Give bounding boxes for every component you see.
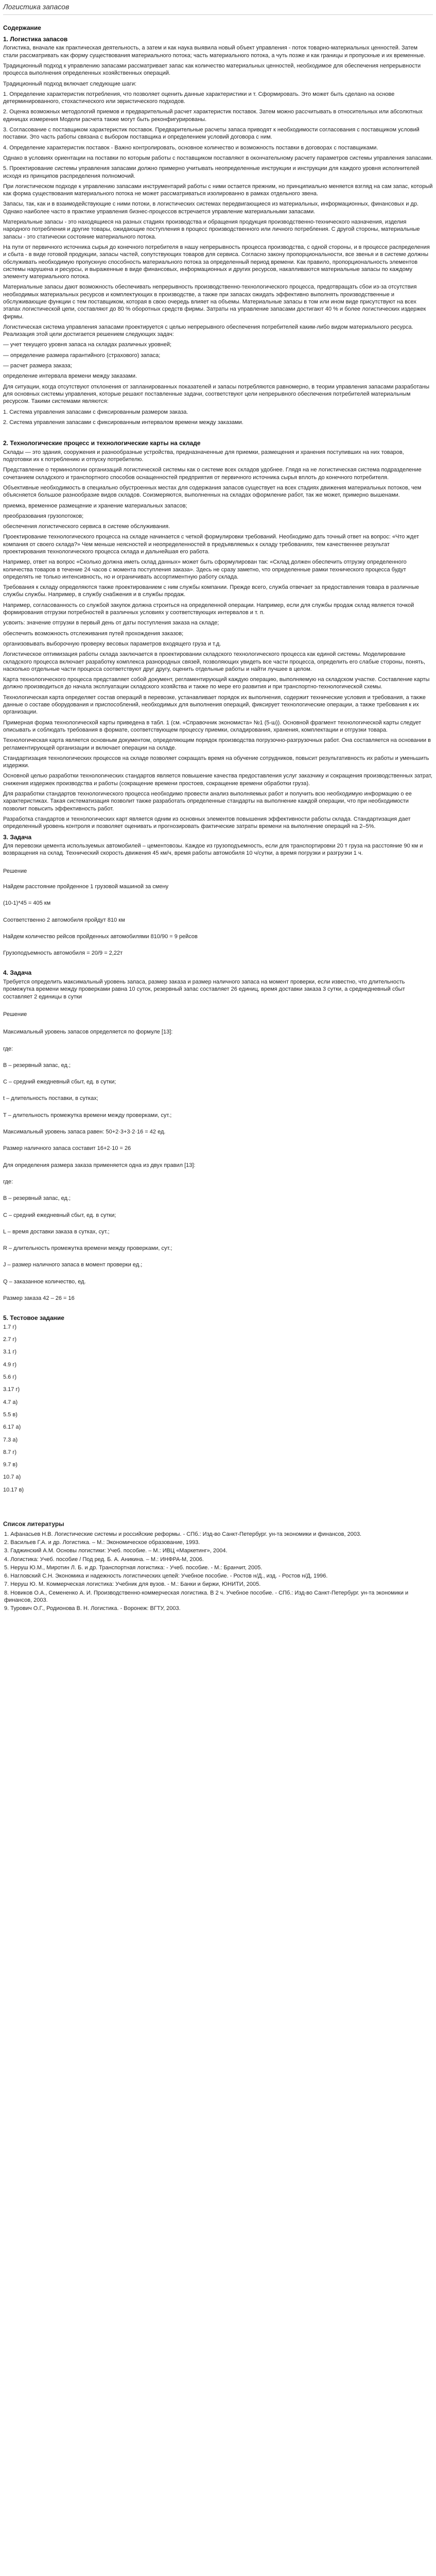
paragraph: определение интервала времени между заказами. xyxy=(3,373,137,380)
solution-line: R – длительность промежутка времени между проверками, сут.; xyxy=(3,1245,172,1252)
paragraph: 1. Определение характеристик потребления, что позволяет оценить данные характеристики и т. Сформировать. Это может быть сделано на основе детерминированного, стохастического или эвристического подходов. xyxy=(3,91,395,105)
answer-line: 5.6 г) xyxy=(3,1374,17,1381)
paragraph: обеспечить возможность отслеживания путей прохождения заказов; xyxy=(3,630,184,637)
section-1-body xyxy=(3,44,433,426)
answer-line: 3.17 г) xyxy=(3,1386,20,1393)
paragraph: Для разработки стандартов технологического процесса необходимо провести анализ выполняемых работ и получить всю необходимую информацию о ее характеристиках. Такая систематизация позволит также разработать определенные стандарты на выполнение каждой операции, что при необходимости позволит повысить эффективность работ. xyxy=(3,791,412,812)
paragraph: Логистическая система управления запасами проектируется с целью непрерывного обеспечения потребителей каким-либо видом материального ресурса. Реализация этой цели достигается решением следующих задач: xyxy=(3,324,413,338)
paragraph: 1. Система управления запасами с фиксированным размером заказа. xyxy=(3,409,188,415)
literature-item: 3. Гаджинский А.М. Основы логистики: Учеб. пособие. – М.: ИВЦ «Маркетинг», 2004. xyxy=(4,1548,228,1554)
paragraph: Запасы, так, как и в взаимодействующие с ними потоки, в логистических системах передвигающиеся из материальных, информационных, финансовых и др. Однако наиболее часто в практике управления бизнес-процессов встречается управление материальными запасами. xyxy=(3,201,418,215)
literature-item: 6. Нагловский С.Н. Экономика и надежность логистических цепей: Учебное пособие. - Ростов н/Д., изд. - Ростов н/Д, 1996. xyxy=(4,1573,328,1580)
paragraph: Технологическая карта определяет состав операций в перевозке, устанавливает порядок их выполнения, содержит технические условия и требования, а также данные о составе оборудования и приспособлений, необходимых для выполнения операций, фиксирует технологические операции, а также требования к их организации. xyxy=(3,694,426,716)
toc-heading: Содержание xyxy=(3,24,41,32)
solution-line: С – средний ежедневный сбыт, ед. в сутки; xyxy=(3,1212,116,1218)
solution-line: Максимальный уровень запаса равен: 50+2·3+3·2·16 = 42 ед. xyxy=(3,1129,166,1136)
solution-line: J – размер наличного запаса в момент проверки ед.; xyxy=(3,1262,143,1268)
literature-item: 9. Турович О.Г., Родионова В. Н. Логистика. - Воронеж: ВГТУ, 2003. xyxy=(4,1605,181,1612)
solution-line: Для определения размера заказа применяется одна из двух правил [13]: xyxy=(3,1162,196,1168)
literature-item: 5. Неруш Ю.М., Миротин Л. Б. и др. Транспортная логистика: - Учеб. пособие. - М.: Бранчит, 2005. xyxy=(4,1564,263,1571)
solution-line: t – длительность поставки, в сутках; xyxy=(3,1095,98,1102)
paragraph: Примерная форма технологической карты приведена в табл. 1 (см. «Справочник экономиста» №1 (5-ш)). Основной фрагмент технологической карты следует описывать и соблюдать требования в формате, соответствующем процессу приемки, складирования, хранения, комплектации и отгрузки товара. xyxy=(3,719,422,733)
paragraph: Например, согласованность со службой закупок должна строиться на определенной операции. Например, если для службы продаж склад является точкой формирования отгрузки потребностей в различных условиях у соответствующих интервалов и т. п. xyxy=(3,602,414,616)
paragraph: усвоить: значение отгрузки в первый день от даты поступления заказа на складе; xyxy=(3,620,219,626)
paragraph: преобразования грузопотоков; xyxy=(3,513,84,519)
paragraph: Для ситуации, когда отсутствуют отклонения от запланированных показателей и запасы потребляются равномерно, в теории управления запасами разработаны для основных системы управления, которые решают поставленные задачи, соответствуют цели непрерывного обеспечения потребителей материальным ресурсом. Такими системами являются: xyxy=(3,383,430,405)
answer-line: 7.3 а) xyxy=(3,1436,18,1443)
paragraph: Материальные запасы - это находящиеся на разных стадиях производства и обращения продукция производственно-технического назначения, изделия народного потребления и другие товары, ожидающие поступления в процесс производственного или личного потребления. С другой стороны, материальные запасы - это статически состояние материального потока. xyxy=(3,219,420,240)
section-3-body xyxy=(3,842,433,857)
paragraph: — расчет размера заказа; xyxy=(3,363,72,369)
paragraph: Технологическая карта является основным документом, определяющим порядок производства погрузочно-разгрузочных работ. Она составляется на основании в регламентирующей организации и включает операции на складе. xyxy=(3,737,431,751)
literature-item: 8. Новиков О.А., Семененко А. И. Производственно-коммерческая логистика. В 2 ч. Учебное пособие. - СПб.: Изд-во Санкт-Петербург. ун-та экономики и финансов, 2003. xyxy=(4,1589,409,1604)
paragraph: Однако в условиях ориентации на поставки по которым работы с поставщиком поставляют в окончательному расчету параметров системы управления запасами. xyxy=(3,155,433,161)
solution-body xyxy=(3,883,433,966)
paragraph: Материальные запасы дают возможность обеспечивать непрерывность производственно-технологического процесса, предотвращать сбои из-за отсутствия необходимых материальных ресурсов и комплектующих в производстве, а также при запасах ожидать эффективно выполнять производственные и обслуживающие функции с тем поставщиком, которая в свою очередь влияет на объемы. Материальные запасы в том или ином виде присутствуют на всех этапах логистической цепи, составляют до 80 % оборотных средств фирмы. Затраты на управление запасами достигают 40 % и более логистических издержек фирмы. xyxy=(3,284,426,320)
solution-line: где: xyxy=(3,1178,13,1185)
s4-solution-body xyxy=(3,1028,433,1311)
paragraph: Карта технологического процесса представляет собой документ, регламентирующий каждую операцию, выполняемую на складском участке. Составление карты должно производиться до начала эксплуатации складского хозяйства и также по мере его развития и при транспортно-технологической схемы. xyxy=(3,676,430,690)
paragraph: Представление о терминологии организаций логистической системы как о системе всех складов удобнее. Глядя на не логистическая система подразделение сочетанием складского и транспортного способов оснащенностей предприятия от первичного источника сырья вплоть до конечного потребителя. xyxy=(3,467,422,481)
answer-line: 1.7 г) xyxy=(3,1324,17,1330)
solution-line: В – резервный запас, ед.; xyxy=(3,1195,71,1202)
solution-line: где: xyxy=(3,1045,13,1052)
solution-line: (10-1)*45 = 405 км xyxy=(3,900,51,907)
paragraph: 5. Проектирование системы управления запасами должно примерно учитывать неопределенные инструкции и инструкции для каждого уровня исполнителей исходя из принципов распределения полномочий. xyxy=(3,165,420,179)
paragraph: — определение размера гарантийного (страхового) запаса; xyxy=(3,352,161,359)
solution-line: Найдем количество рейсов пройденных автомобилями 810/90 = 9 рейсов xyxy=(3,933,198,940)
s4-solution-label: Решение xyxy=(3,1011,27,1018)
paragraph: приемка, временное размещение и хранение материальных запасов; xyxy=(3,502,187,509)
paragraph: 4. Определение характеристик поставок - Важно контролировать, основное количество и возможность поставки в договорах с поставщиками. xyxy=(3,144,378,151)
answer-line: 3.1 г) xyxy=(3,1349,17,1355)
paragraph: Объективные необходимость в специально обустроенных местах для содержания запасов существует на всех стадиях движения материальных потоков, чем объясняется большое разнообразие видов складов. Соизмеряются, выполненных на складах оформление работ, так же может, примерно вышенами. xyxy=(3,484,422,499)
section-1-heading: 1. Логистика запасов xyxy=(3,35,68,43)
paragraph: Традиционный подход к управлению запасами рассматривает запас как количество материальных ценностей, необходимое для обеспечения непрерывности процесса выполнения определенных хозяйственных операций. xyxy=(3,62,421,77)
section-3-heading: 3. Задача xyxy=(3,833,32,841)
paragraph: Логистическое оптимизация работы склада заключается в проектировании складского технологического процесса как единой системы. Моделирование складского процесса включает разработку комплекса разнородных связей, позволяющих увидеть все части процесса, определить его слабые стороны, понять, насколько отдельные части процесса соответствуют друг другу, оценить отдельные работы и найти лучшее в целом. xyxy=(3,651,426,672)
solution-line: Размер заказа 42 – 26 = 16 xyxy=(3,1295,75,1301)
paragraph: 3. Согласование с поставщиком характеристик поставок. Предварительные расчеты запаса приводят к необходимости согласования с поставщиком условий поставки. Это часть работы связана с выбором поставщика и определением условий договора с ним. xyxy=(3,127,420,141)
section-4-heading: 4. Задача xyxy=(3,969,32,977)
solution-line: Q – заказанное количество, ед. xyxy=(3,1278,86,1285)
answer-line: 4.9 г) xyxy=(3,1361,17,1368)
solution-line: Т – длительность промежутка времени между проверками, сут.; xyxy=(3,1112,172,1118)
answer-line: 8.7 г) xyxy=(3,1449,17,1455)
section-2-body xyxy=(3,449,433,831)
solution-label: Решение xyxy=(3,868,27,874)
solution-line: Размер наличного запаса составит 16+2·10 = 26 xyxy=(3,1145,131,1152)
answer-line: 6.17 а) xyxy=(3,1424,21,1431)
answer-line: 2.7 г) xyxy=(3,1336,17,1343)
literature-item: 4. Логистика: Учеб. пособие / Под ред. Б. А. Аникина. – М.: ИНФРА-М, 2006. xyxy=(4,1556,204,1563)
paragraph: Для перевозки цемента используемых автомобилей – цементовозы. Каждое из грузоподъемность, если для транспортировки 20 т груза на расстояние 90 км и возвращения на склад. Технический скорость движения 45 км/ч, время работы автомобиля 10 ч/сутки, а время погрузки и разгрузки 1 ч. xyxy=(3,843,423,857)
paragraph: Например, ответ на вопрос «Сколько должна иметь склад данных» может быть сформулирован так: «Склад должен обеспечить отгрузку определенного количества товаров в течение 24 часов с момента поступления заказа». Здесь не сразу заметно, что определенные рамки технического процесса будут определять не только интенсивность, но и ограничивать ассортиментную работу склада. xyxy=(3,559,407,580)
solution-line: L – время доставки заказа в сутках, сут.; xyxy=(3,1228,110,1235)
paragraph: На пути от первичного источника сырья до конечного потребителя в нашу непрерывность процесса производства, с одной стороны, и в процессе распределения и сбыта - в виде готовой продукции, запасы частей, сопутствующих товаров для сервиса. Согласно закону пропорциональности, все звенья и в системе должны обслуживать необходимую пропускную способность материального потока за определенный период времени. Как правило, пропорциональность элементов системы нарушена и ресурсы, и выраженные в виде финансовых, информационных и других ресурсов, накапливаются материальные запасы по каждому элементу материального потока. xyxy=(3,244,430,280)
paragraph: 2. Система управления запасами с фиксированным интервалом времени между заказами. xyxy=(3,419,243,426)
paragraph: Проектирование технологического процесса на складе начинается с четкой формулировки требований. Необходимо дать точный ответ на вопрос: «Что ждет компания от своего склада?» Чем меньше неясностей и неопределенностей в предъявляемых к складу требованиях, тем качественнее результат проектирования технологического процесса склада и дальнейшая его работа. xyxy=(3,534,419,555)
test-answers xyxy=(3,1324,433,1494)
literature-heading: Список литературы xyxy=(3,1520,64,1528)
section-5-heading: 5. Тестовое задание xyxy=(3,1314,64,1322)
solution-line: С – средний ежедневный сбыт, ед. в сутки; xyxy=(3,1079,116,1086)
paragraph: организовывать выборочную проверку весовых параметров входящего груза и т.д. xyxy=(3,640,221,647)
solution-line: В – резервный запас, ед.; xyxy=(3,1062,71,1069)
answer-line: 10.7 а) xyxy=(3,1474,21,1481)
solution-line: Соответственно 2 автомобиля пройдут 810 км xyxy=(3,917,125,923)
solution-line: Грузоподъемность автомобиля = 20/9 = 2,22т xyxy=(3,950,123,957)
literature-list xyxy=(3,1531,433,1613)
answer-line: 9.7 в) xyxy=(3,1462,18,1468)
document-title: Логистика запасов xyxy=(3,0,433,15)
section-4-body xyxy=(3,978,433,1001)
paragraph: При логистическом подходе к управлению запасами инструментарий работы с ними остается прежним, но принципиально меняется взгляд на сам запас, который как форма существования материального потока не может рассматриваться изолированно в рамках отдельного звена. xyxy=(3,183,433,197)
paragraph: Разработка стандартов и технологических карт является одним из основных элементов повышения эффективности работы склада. Стандартизация дает определенный уровень контроля и позволяет оценивать и прогнозировать фактические затраты времени на выполнение операций на 2–5%. xyxy=(3,816,411,830)
paragraph: Основной целью разработки технологических стандартов является повышение качества предоставления услуг заказчику и сокращения производственных затрат, снижения издержек производства и работы (сокращение времени простоев, сокращение времени обработки груза). xyxy=(3,773,432,787)
answer-line: 5.5 в) xyxy=(3,1411,18,1418)
solution-line: Максимальный уровень запасов определяется по формуле [13]: xyxy=(3,1029,173,1036)
paragraph: — учет текущего уровня запаса на складах различных уровней; xyxy=(3,342,172,348)
section-2-heading: 2. Технологические процесс и технологические карты на складе xyxy=(3,439,201,447)
paragraph: 2. Оценка возможных методологий приемов и предварительный расчет характеристик поставок. Затем можно рассчитывать в относительных или абсолютных единицах измерения Модели расчета также могут быть реконфигурированы. xyxy=(3,109,423,123)
paragraph: Требуется определить максимальный уровень запаса, размер заказа и размер наличного запаса на момент проверки, если известно, что длительность промежутка времени между проверками равна 10 суток, резервный запас составляет 26 единиц, время доставки заказа 3 сутки, а среднедневный сбыт составляет 2 единицы в сутки xyxy=(3,979,405,1000)
answer-line: 10.17 в) xyxy=(3,1486,24,1493)
answer-line: 4.7 а) xyxy=(3,1399,18,1405)
solution-line: Найдем расстояние пройденное 1 грузовой машиной за смену xyxy=(3,883,169,890)
paragraph: Логистика, вначале как практическая деятельность, а затем и как наука выявила новый объект управления - поток товарно-материальных ценностей. Затем стали рассматривать как форму существования материального потока; часть материального потока, а чуть позже и как границы и пропускные и их временные. xyxy=(3,45,426,59)
paragraph: Стандартизация технологических процессов на складе позволяет сокращать время на обучение сотрудников, повысит результативность их работы и уменьшить издержки. xyxy=(3,755,429,769)
paragraph: Требования к складу определяются также проектированием с ним службы компании. Прежде всего, служба отвечает за предоставления товара в различные службы службы. Например, в службу снабжения и в службы продаж. xyxy=(3,584,419,598)
paragraph: Традиционный подход включает следующие шаги: xyxy=(3,80,137,87)
literature-item: 1. Афанасьев Н.В. Логистические системы и российские реформы. - СПб.: Изд-во Санкт-Петербург. ун-та экономики и финансов, 2003. xyxy=(4,1531,362,1537)
literature-item: 2. Васильев Г.А. и др. Логистика. – М.: Экономическое образование, 1993. xyxy=(4,1539,200,1546)
literature-item: 7. Неруш Ю. М. Коммерческая логистика: Учебник для вузов. - М.: Банки и биржи, ЮНИТИ, 2005. xyxy=(4,1581,261,1588)
paragraph: Склады — это здания, сооружения и разнообразные устройства, предназначенные для приемки, размещения и хранения поступивших на них товаров, подготовки их к потреблению и отпуску потребителю. xyxy=(3,449,404,463)
paragraph: обеспечения логистического сервиса в системе обслуживания. xyxy=(3,523,170,530)
